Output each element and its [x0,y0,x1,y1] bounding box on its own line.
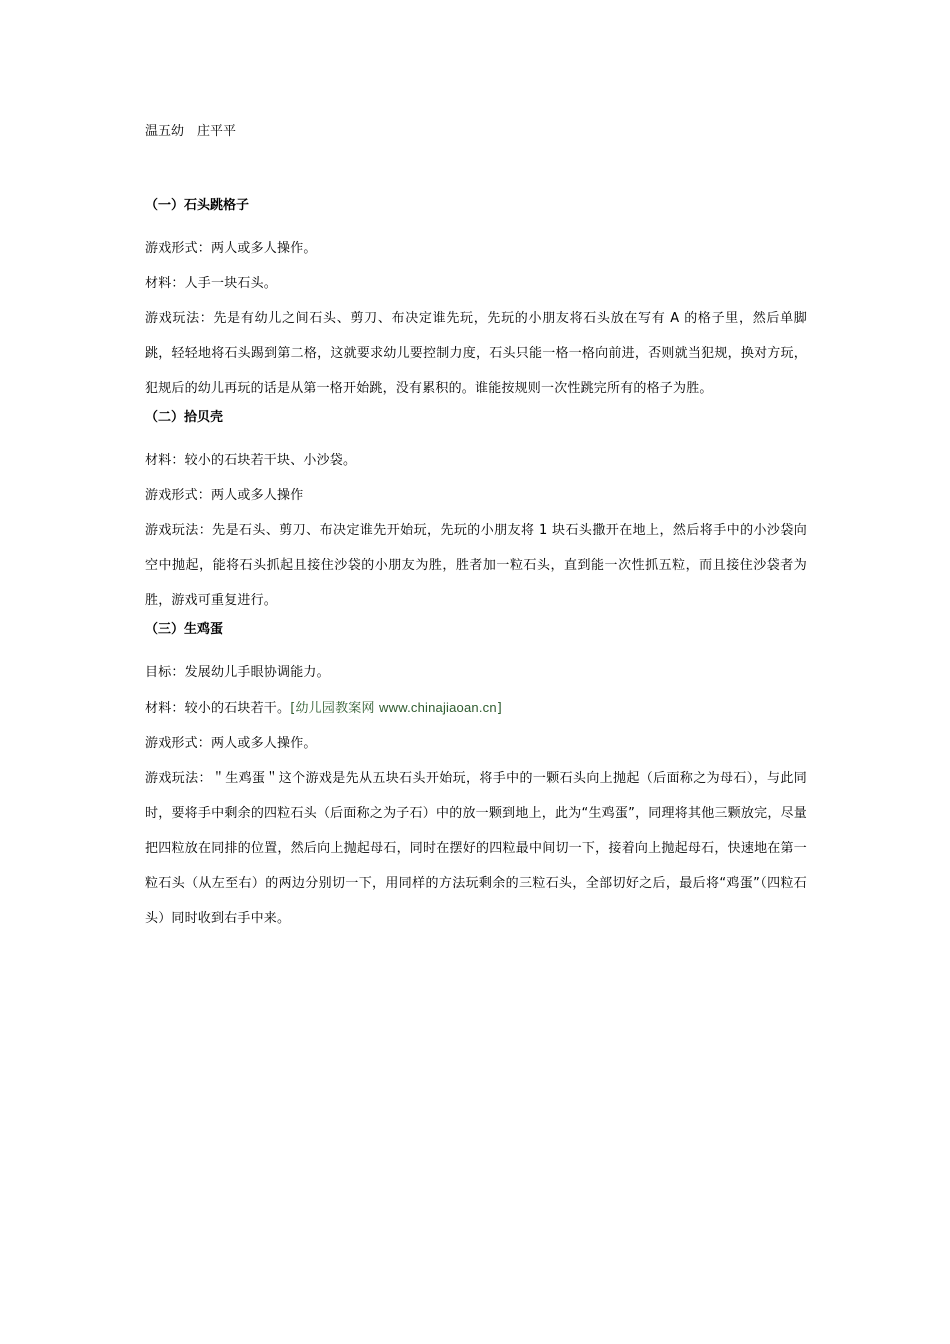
material-text [145,690,807,726]
game-form-text: 游戏形式：两人或多人操作 [145,488,304,503]
gameplay-text: 游戏玩法：＂生鸡蛋＂这个游戏是先从五块石头开始玩，将手中的一颗石头向上抛起（后面称之为母石），与此同时，要将手中剩余的四粒石头（后面称之为子石）中的放一颗到地上，此为“生鸡蛋”，同理将其他三颗放完，尽量把四粒放在同排的位置，然后向上抛起母石，同时在摆好的四粒最中间切一下，接着向上抛起母石，快速地在第一粒石头（从左至右）的两边分别切一下，用同样的方法玩剩余的三粒石头，全部切好之后，最后将“鸡蛋”（四粒石头）同时收到右手中来。 [145,771,807,926]
section-stone-hopscotch [145,196,807,406]
section-heading: （三）生鸡蛋 [145,622,224,637]
material-text: 材料：人手一块石头。 [145,276,278,291]
section-pick-shells [145,408,807,618]
document-body [145,121,807,936]
gameplay-text: 游戏玩法：先是石头、剪刀、布决定谁先开始玩，先玩的小朋友将 1 块石头撒开在地上，然后将手中的小沙袋向空中抛起，能将石头抓起且接住沙袋的小朋友为胜，胜者加一粒石头，直到能一次性抓五粒，而且接住沙袋者为胜，游戏可重复进行。 [145,523,807,608]
section-raw-egg [145,620,807,936]
material-text: 材料：较小的石块若干块、小沙袋。 [145,453,357,468]
game-form-text: 游戏形式：两人或多人操作。 [145,736,317,751]
gameplay-text: 游戏玩法：先是有幼儿之间石头、剪刀、布决定谁先玩，先玩的小朋友将石头放在写有 A 的格子里，然后单脚跳，轻轻地将石头踢到第二格，这就要求幼儿要控制力度，石头只能一格一格向前进，否则就当犯规，换对方玩，犯规后的幼儿再玩的话是从第一格开始跳，没有累积的。谁能按规则一次性跳完所有的格子为胜。 [145,311,807,396]
section-heading: （二）拾贝壳 [145,410,224,425]
material-prefix: 材料：较小的石块若干。 [145,701,291,716]
source-link-close[interactable]: ] [496,701,503,716]
author-line: 温五幼 庄平平 [145,124,237,139]
section-heading: （一）石头跳格子 [145,198,250,213]
goal-text: 目标：发展幼儿手眼协调能力。 [145,665,330,680]
source-link-open[interactable]: [幼儿园教案网 [290,701,380,716]
source-link-url[interactable]: www.chinajiaoan.cn [379,700,497,715]
game-form-text: 游戏形式：两人或多人操作。 [145,241,317,256]
